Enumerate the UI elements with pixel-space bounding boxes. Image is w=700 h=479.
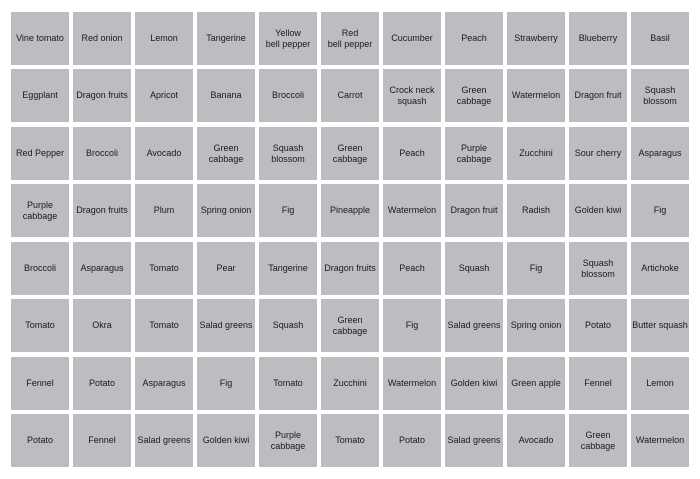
- grid-cell-label: Avocado: [146, 148, 182, 158]
- grid-cell[interactable]: [631, 69, 689, 122]
- grid-cell-label: Green cabbage: [332, 314, 368, 336]
- grid-cell-label: Asparagus: [80, 263, 124, 273]
- grid-cell-label: Eggplant: [22, 90, 58, 100]
- grid-cell[interactable]: [11, 414, 69, 467]
- grid-cell[interactable]: [445, 242, 503, 295]
- grid-cell-label: Vine tomato: [16, 33, 64, 43]
- grid-cell-label: Salad greens: [199, 320, 253, 330]
- grid-cell[interactable]: [135, 299, 193, 352]
- grid-cell[interactable]: [259, 69, 317, 122]
- grid-cell-label: Avocado: [518, 435, 554, 445]
- grid-cell-label: Fig: [219, 378, 233, 388]
- grid-cell[interactable]: [321, 12, 379, 65]
- grid-cell[interactable]: [135, 242, 193, 295]
- grid-cell[interactable]: [73, 414, 131, 467]
- grid-cell[interactable]: [445, 414, 503, 467]
- grid-cell-label: Green apple: [511, 378, 561, 388]
- grid-cell-label: Apricot: [149, 90, 178, 100]
- grid-cell[interactable]: [259, 414, 317, 467]
- grid-cell-label: Broccoli: [271, 90, 304, 100]
- grid-cell-label: Salad greens: [447, 435, 501, 445]
- grid-cell[interactable]: [383, 69, 441, 122]
- grid-cell-label: Squash blossom: [581, 257, 615, 279]
- grid-cell[interactable]: [321, 69, 379, 122]
- grid-cell-label: Potato: [88, 378, 116, 388]
- grid-cell[interactable]: [321, 184, 379, 237]
- grid-cell[interactable]: [631, 414, 689, 467]
- grid-cell[interactable]: [569, 69, 627, 122]
- grid-cell[interactable]: [383, 184, 441, 237]
- grid-cell-label: Red onion: [81, 33, 123, 43]
- grid-cell[interactable]: [321, 357, 379, 410]
- grid-cell-label: Potato: [398, 435, 426, 445]
- grid-cell-label: Lemon: [646, 378, 674, 388]
- grid-cell-label: Pear: [216, 263, 236, 273]
- grid-cell[interactable]: [135, 69, 193, 122]
- grid-cell-label: Broccoli: [23, 263, 56, 273]
- grid-cell[interactable]: [445, 69, 503, 122]
- grid-cell-label: Salad greens: [447, 320, 501, 330]
- grid-cell-label: Tomato: [25, 320, 55, 330]
- grid-cell-label: Tangerine: [268, 263, 308, 273]
- grid-cell[interactable]: [569, 414, 627, 467]
- grid-cell-label: Purple cabbage: [270, 429, 306, 451]
- grid-cell[interactable]: [507, 127, 565, 180]
- grid-cell[interactable]: [321, 414, 379, 467]
- grid-cell[interactable]: [135, 184, 193, 237]
- grid-cell[interactable]: [383, 127, 441, 180]
- grid-cell[interactable]: [11, 12, 69, 65]
- grid-cell-label: Butter squash: [632, 320, 688, 330]
- grid-cell-label: Peach: [399, 263, 425, 273]
- grid-cell-label: Tomato: [149, 320, 179, 330]
- grid-cell-label: Potato: [584, 320, 612, 330]
- grid-cell-label: Asparagus: [142, 378, 186, 388]
- grid-cell[interactable]: [383, 357, 441, 410]
- grid-cell[interactable]: [11, 69, 69, 122]
- grid-cell[interactable]: [11, 127, 69, 180]
- grid-cell[interactable]: [631, 12, 689, 65]
- grid-cell[interactable]: [569, 127, 627, 180]
- grid-cell[interactable]: [259, 357, 317, 410]
- grid-cell[interactable]: [197, 242, 255, 295]
- grid-cell[interactable]: [507, 69, 565, 122]
- grid-cell[interactable]: [383, 242, 441, 295]
- grid-cell[interactable]: [321, 242, 379, 295]
- grid-cell[interactable]: [11, 357, 69, 410]
- grid-cell-label: Watermelon: [635, 435, 685, 445]
- grid-cell-label: Peach: [399, 148, 425, 158]
- grid-cell-label: Plum: [153, 205, 175, 215]
- grid-cell[interactable]: [135, 414, 193, 467]
- grid-cell[interactable]: [445, 357, 503, 410]
- grid-cell-label: Fig: [281, 205, 295, 215]
- grid-cell[interactable]: [197, 127, 255, 180]
- grid-cell-label: Strawberry: [514, 33, 558, 43]
- grid-cell[interactable]: [631, 242, 689, 295]
- grid-cell[interactable]: [135, 127, 193, 180]
- grid-cell-label: Watermelon: [387, 205, 437, 215]
- grid-cell[interactable]: [507, 184, 565, 237]
- grid-cell-label: Sour cherry: [574, 148, 622, 158]
- grid-cell[interactable]: [507, 12, 565, 65]
- grid-cell[interactable]: [321, 299, 379, 352]
- grid-cell-label: Fennel: [26, 378, 54, 388]
- grid-cell-label: Peach: [461, 33, 487, 43]
- grid-cell-label: Fennel: [584, 378, 612, 388]
- grid-cell[interactable]: [197, 184, 255, 237]
- grid-cell[interactable]: [259, 184, 317, 237]
- grid-cell-label: Golden kiwi: [450, 378, 498, 388]
- grid-cell[interactable]: [135, 357, 193, 410]
- grid-cell-label: Watermelon: [511, 90, 561, 100]
- grid-cell[interactable]: [73, 69, 131, 122]
- grid-cell-label: Basil: [650, 33, 670, 43]
- grid-cell[interactable]: [197, 12, 255, 65]
- grid-cell-label: Squash blossom: [271, 142, 305, 164]
- grid-cell[interactable]: [321, 127, 379, 180]
- grid-cell[interactable]: [631, 299, 689, 352]
- grid-cell-label: Tangerine: [206, 33, 246, 43]
- grid-cell-label: Yellow bell pepper: [265, 27, 311, 49]
- grid-cell[interactable]: [73, 12, 131, 65]
- grid-cell[interactable]: [569, 184, 627, 237]
- grid-cell-label: Red bell pepper: [327, 27, 373, 49]
- grid-cell[interactable]: [383, 12, 441, 65]
- grid-cell-label: Green cabbage: [208, 142, 244, 164]
- grid-cell-label: Watermelon: [387, 378, 437, 388]
- grid-cell-label: Blueberry: [578, 33, 618, 43]
- grid-cell-label: Squash blossom: [643, 84, 677, 106]
- grid-cell[interactable]: [197, 69, 255, 122]
- grid-cell-label: Dragon fruits: [76, 90, 128, 100]
- grid-cell-label: Potato: [26, 435, 54, 445]
- grid-cell[interactable]: [445, 12, 503, 65]
- grid-cell-label: Green cabbage: [456, 84, 492, 106]
- grid-cell-label: Dragon fruits: [76, 205, 128, 215]
- grid-cell[interactable]: [259, 299, 317, 352]
- grid-cell[interactable]: [11, 242, 69, 295]
- grid-cell[interactable]: [569, 357, 627, 410]
- grid-cell-label: Salad greens: [137, 435, 191, 445]
- grid-cell[interactable]: [383, 414, 441, 467]
- grid-cell[interactable]: [197, 357, 255, 410]
- grid-cell-label: Tomato: [273, 378, 303, 388]
- grid-cell-label: Golden kiwi: [202, 435, 250, 445]
- grid-cell-label: Dragon fruits: [324, 263, 376, 273]
- grid-cell-label: Fig: [405, 320, 419, 330]
- grid-cell[interactable]: [11, 299, 69, 352]
- grid-cell[interactable]: [73, 299, 131, 352]
- grid-cell[interactable]: [569, 242, 627, 295]
- grid-cell-label: Tomato: [149, 263, 179, 273]
- grid-cell-label: Dragon fruit: [574, 90, 622, 100]
- grid-cell-label: Lemon: [150, 33, 178, 43]
- grid-cell[interactable]: [73, 184, 131, 237]
- grid-cell-label: Artichoke: [641, 263, 679, 273]
- grid-cell[interactable]: [73, 357, 131, 410]
- grid-cell-label: Spring onion: [510, 320, 562, 330]
- grid-cell-label: Pineapple: [329, 205, 371, 215]
- grid-cell[interactable]: [507, 242, 565, 295]
- grid-cell[interactable]: [631, 184, 689, 237]
- grid-cell-label: Fig: [653, 205, 667, 215]
- grid-cell-label: Carrot: [337, 90, 363, 100]
- grid-cell-label: Spring onion: [200, 205, 252, 215]
- grid-cell-label: Purple cabbage: [456, 142, 492, 164]
- grid-cell[interactable]: [73, 127, 131, 180]
- grid-cell-label: Broccoli: [85, 148, 118, 158]
- grid-cell-label: Asparagus: [638, 148, 682, 158]
- grid-cell-label: Red Pepper: [15, 148, 65, 158]
- grid-cell[interactable]: [73, 242, 131, 295]
- grid-cell[interactable]: [507, 414, 565, 467]
- grid-cell[interactable]: [259, 242, 317, 295]
- grid-cell-label: Purple cabbage: [22, 199, 58, 221]
- grid-cell-label: Banana: [210, 90, 242, 100]
- grid-cell-label: Fig: [529, 263, 543, 273]
- grid-cell[interactable]: [197, 299, 255, 352]
- grid-cell-label: Green cabbage: [580, 429, 616, 451]
- grid-cell[interactable]: [631, 127, 689, 180]
- grid-cell[interactable]: [445, 127, 503, 180]
- grid-cell-label: Fennel: [88, 435, 116, 445]
- grid-cell-label: Okra: [92, 320, 112, 330]
- grid-cell[interactable]: [507, 299, 565, 352]
- grid-cell-label: Green cabbage: [332, 142, 368, 164]
- grid-cell[interactable]: [507, 357, 565, 410]
- grid-cell-label: Zucchini: [519, 148, 553, 158]
- grid-cell-label: Dragon fruit: [450, 205, 498, 215]
- grid-cell-label: Tomato: [335, 435, 365, 445]
- grid-cell[interactable]: [569, 299, 627, 352]
- grid-cell-label: Golden kiwi: [574, 205, 622, 215]
- grid-cell-label: Crock neck squash: [389, 84, 435, 106]
- grid-cell[interactable]: [383, 299, 441, 352]
- grid-cell-label: Cucumber: [391, 33, 433, 43]
- grid-cell[interactable]: [197, 414, 255, 467]
- grid-cell[interactable]: [569, 12, 627, 65]
- grid-cell[interactable]: [445, 299, 503, 352]
- grid-cell[interactable]: [259, 12, 317, 65]
- grid-cell[interactable]: [445, 184, 503, 237]
- grid-cell[interactable]: [631, 357, 689, 410]
- grid-cell-label: Squash: [458, 263, 490, 273]
- grid-cell[interactable]: [11, 184, 69, 237]
- grid-cell-label: Squash: [272, 320, 304, 330]
- grid-cell-label: Radish: [521, 205, 550, 215]
- grid-cell[interactable]: [259, 127, 317, 180]
- grid-cell-label: Zucchini: [333, 378, 367, 388]
- grid-cell[interactable]: [135, 12, 193, 65]
